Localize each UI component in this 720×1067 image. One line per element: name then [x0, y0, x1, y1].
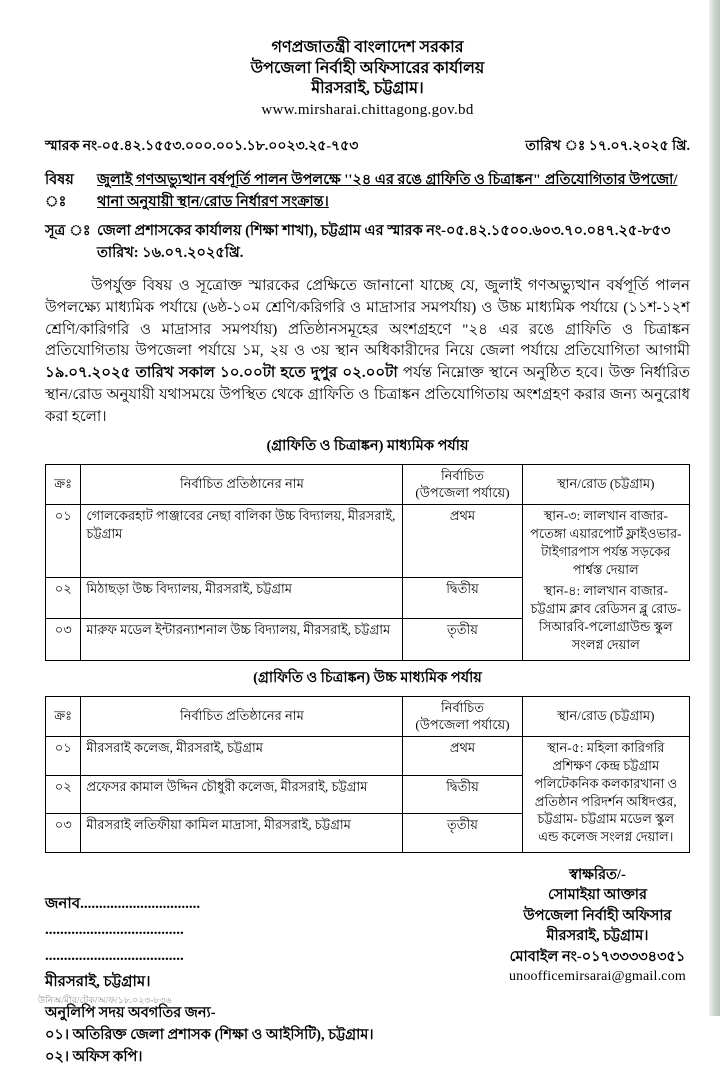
cell-rank: তৃতীয় — [403, 814, 522, 853]
location-3: স্থান-৩: লালখান বাজার-পতেঙ্গা এয়ারপোর্ট ফ্লাইওভার-টাইগারপাস পর্যন্ত সড়কের পার্শ্বস্ত দেয়াল — [530, 508, 682, 577]
signatory-name: সোমাইয়া আক্তার — [547, 887, 647, 904]
file-reference-code: উনিঅ/মীর/টেক/অ/ফ/১৮.০২৩-৮৩৬ — [38, 995, 172, 1005]
memo-row — [45, 134, 690, 158]
signature-addressee-row — [45, 865, 690, 995]
header-cell-name: নির্বাচিত প্রতিষ্ঠানের নাম — [81, 696, 403, 737]
cell-institution: মীরসরাই লতিফীয়া কামিল মাদ্রাসা, মীরসরাই, চট্টগ্রাম — [81, 814, 403, 853]
table-row — [46, 737, 690, 776]
body-text-2: পর্যন্ত নিম্নোক্ত স্থানে অনুষ্ঠিত হবে। উক্ত নির্ধারিত স্থান/রোড অনুযায়ী যথাসময়ে উপস্থিত থেকে গ্রাফিতি ও চিত্রাঙ্কন প্রতিযোগিতায় অংশগ্রহণ করার জন্য অনুরোধ করা হলো। — [45, 365, 690, 425]
body-paragraph — [45, 276, 690, 429]
cell-institution: মারুফ মডেল ইন্টারন্যাশনাল উচ্চ বিদ্যালয়, মীরসরাই, চট্টগ্রাম — [81, 619, 403, 660]
distribution-item: ০১। অতিরিক্ত জেলা প্রশাসক (শিক্ষা ও আইসিটি), চট্টগ্রাম। — [45, 1026, 374, 1043]
reference-line2: তারিখ: ১৬.০৭.২০২৫খ্রি. — [97, 244, 244, 261]
office-location: মীরসরাই, চট্টগ্রাম। — [311, 80, 424, 97]
signatory-title: উপজেলা নির্বাহী অফিসার — [523, 907, 672, 924]
scan-edge-artifact — [709, 0, 720, 1016]
signed-mark: স্বাক্ষরিত/- — [569, 866, 626, 883]
cell-sl: ০২ — [46, 578, 81, 619]
signatory-email: unoofficemirsarai@gmail.com — [508, 969, 686, 985]
header-rank-line1: নির্বাচিত — [440, 699, 484, 715]
header-cell-name: নির্বাচিত প্রতিষ্ঠানের নাম — [81, 464, 403, 505]
addressee-line: ..................................... — [45, 921, 184, 938]
header-cell-rank — [403, 464, 522, 505]
header-cell-sl: ক্রঃ — [46, 464, 81, 505]
location-5: স্থান-৫: মহিলা কারিগরি প্রশিক্ষণ কেন্দ্র চট্টগ্রাম পলিটেকনিক কলকারখানা ও প্রতিষ্ঠান পরিদর্শন অধিদপ্তর, চট্টগ্রাম- চট্টগ্রাম মডেল স্কুল এন্ড কলেজ সংলগ্ন দেয়াল। — [534, 740, 678, 845]
subject-text: জুলাই গণঅভ্যুত্থান বর্ষপূর্তি পালন উপলক্ষে ''২৪ এর রঙে গ্রাফিতি ও চিত্রাঙ্কন" প্রতিযোগিতার উপজো/থানা অনুযায়ী স্থান/রোড নির্ধারণ সংক্রান্ত। — [97, 172, 678, 210]
table1-caption: (গ্রাফিতি ও চিত্রাঙ্কন) মাধ্যমিক পর্যায় — [266, 437, 469, 454]
office-website: www.mirsharai.chittagong.gov.bd — [261, 101, 474, 118]
signatory-office: মীরসরাই, চট্টগ্রাম। — [546, 928, 649, 945]
cell-sl: ০৩ — [46, 619, 81, 660]
table2-caption: (গ্রাফিতি ও চিত্রাঙ্কন) উচ্চ মাধ্যমিক পর্যায় — [253, 669, 482, 686]
body-date-time: ১৯.০৭.২০২৫ তারিখ সকাল ১০.০০টা হতে দুপুর ০২.০০টা — [45, 365, 398, 382]
higher-secondary-level-table — [45, 696, 690, 853]
cell-institution: মীরসরাই কলেজ, মীরসরাই, চট্টগ্রাম — [81, 737, 403, 776]
header-rank-line2: (উপজেলা পর্যায়ে) — [415, 717, 510, 733]
addressee-line: জনাব................................ — [45, 895, 201, 912]
table-row — [46, 505, 690, 578]
cell-location — [522, 505, 689, 660]
table-header-row — [46, 464, 690, 505]
distribution-list — [45, 1003, 690, 1067]
cell-location — [522, 737, 689, 853]
cell-sl: ০২ — [46, 775, 81, 814]
reference-text — [97, 221, 670, 264]
distribution-item: ০২। অফিস কপি। — [45, 1048, 143, 1065]
signatory-mobile: মোবাইল নং-০১৭৩৩৩৩৪৩৫১ — [509, 948, 686, 965]
header-rank-line1: নির্বাচিত — [440, 467, 484, 483]
cell-sl: ০১ — [46, 737, 81, 776]
letterhead — [45, 38, 690, 120]
cell-rank: দ্বিতীয় — [403, 775, 522, 814]
cell-rank: প্রথম — [403, 737, 522, 776]
cell-institution: গোলকেরহাট পাঞ্জাবের নেছা বালিকা উচ্চ বিদ্যালয়, মীরসরাই, চট্টগ্রাম — [81, 505, 403, 578]
distribution-heading: অনুলিপি সদয় অবগতির জন্য- — [45, 1004, 216, 1021]
cell-rank: প্রথম — [403, 505, 522, 578]
reference-label: সূত্র ঃ — [45, 223, 91, 239]
header-rank-line2: (উপজেলা পর্যায়ে) — [415, 485, 510, 501]
reference-line1: জেলা প্রশাসকের কার্যালয় (শিক্ষা শাখা), চট্টগ্রাম এর স্মারক নং-০৫.৪২.১৫০০.৬০৩.৭০.০৪৭.২৫-৮৫৩ — [97, 223, 671, 239]
location-4: স্থান-৪: লালখান বাজার-চট্টগ্রাম ক্লাব রেডিসন ব্লু রোড-সিআরবি-পলোগ্রাউন্ড স্কুল সংলগ্ন দেয়াল — [530, 583, 682, 652]
addressee-block — [45, 891, 200, 995]
cell-institution: মিঠাছড়া উচ্চ বিদ্যালয়, মীরসরাই, চট্টগ্রাম — [81, 578, 403, 619]
office-name: উপজেলা নির্বাহী অফিসারের কার্যালয় — [250, 59, 485, 77]
addressee-line: ..................................... — [45, 947, 184, 964]
subject-row — [45, 170, 690, 213]
header-cell-rank — [403, 696, 522, 737]
cell-institution: প্রফেসর কামাল উদ্দিন চৌধুরী কলেজ, মীরসরাই, চট্টগ্রাম — [81, 775, 403, 814]
header-cell-sl: ক্রঃ — [46, 696, 81, 737]
cell-rank: দ্বিতীয় — [403, 578, 522, 619]
memo-date: তারিখ ঃ ১৭.০৭.২০২৫ খ্রি. — [525, 139, 690, 154]
signature-block — [509, 865, 686, 995]
memo-number: স্মারক নং-০৫.৪২.১৫৫৩.০০০.০০১.১৮.০০২৩.২৫-৭৫৩ — [45, 139, 359, 154]
secondary-level-table — [45, 464, 690, 661]
table-header-row — [46, 696, 690, 737]
cell-rank: তৃতীয় — [403, 619, 522, 660]
header-cell-location: স্থান/রোড (চট্টগ্রাম) — [522, 464, 689, 505]
government-name: গণপ্রজাতন্ত্রী বাংলাদেশ সরকার — [271, 39, 464, 56]
addressee-location: মীরসরাই, চট্টগ্রাম। — [45, 973, 151, 990]
subject-label: বিষয় ঃ — [45, 172, 74, 210]
cell-sl: ০১ — [46, 505, 81, 578]
header-cell-location: স্থান/রোড (চট্টগ্রাম) — [522, 696, 689, 737]
body-text-1: উপর্যুক্ত বিষয় ও সূত্রোক্ত স্মারকের প্রেক্ষিতে জানানো যাচ্ছে যে, জুলাই গণঅভ্যুত্থান বর্ষপূর্তি পালন উপলক্ষ্যে মাধ্যমিক পর্যায়ে (৬ষ্ঠ-১০ম শ্রেণি/করিগরি ও মাদ্রাসার সমপর্যায়) ও উচ্চ মাধ্যমিক পর্যায়ে (১১শ-১২শ শ্রেণি/কারিগরি ও মাদ্রাসার সমপর্যায়) প্রতিষ্ঠানসমূহের অংশগ্রহণে "২৪ এর রঙে গ্রাফিতি ও চিত্রাঙ্কন প্রতিযোগিতায় উপজেলা পর্যায়ে ১ম, ২য় ও ৩য় স্থান অধিকারীদের নিয়ে জেলা পর্যায়ে প্রতিযোগিতা আগামী — [45, 278, 690, 360]
reference-row — [45, 221, 690, 264]
cell-sl: ০৩ — [46, 814, 81, 853]
